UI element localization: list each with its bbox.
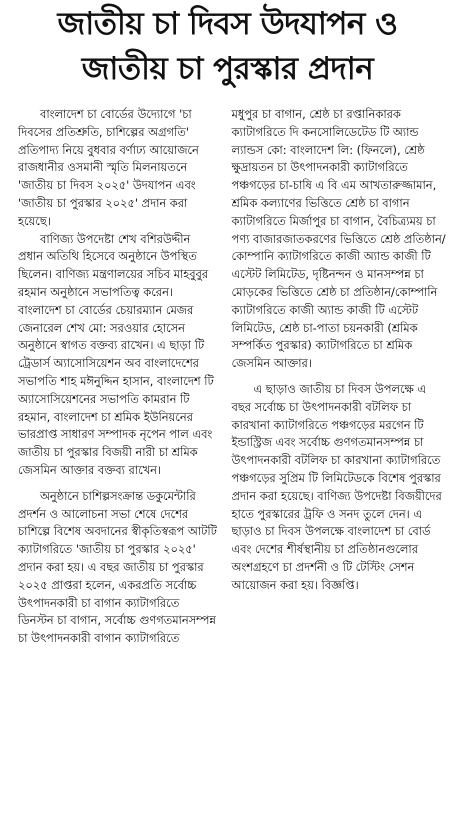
paragraph-special-awards: এ ছাড়াও জাতীয় চা দিবস উপলক্ষে এ বছর সর্বোচ্চ চা উৎপাদনকারী বটলিফ চা কারখানা ক্যাটাগরিতে পঞ্চগড়ের মরগেন টি ইন্ডাস্ট্রিজ এবং সর্বোচ্চ গুণগতমানসম্পন্ন চা উৎপাদনকারী বটলিফ চা কারখানা ক্যাটাগরিতে পঞ্চগড়ের সুপ্রিম টি লিমিটেডকে বিশেষ পুরস্কার প্রদান করা হয়েছে। বাণিজ্য উপদেষ্টা বিজয়ীদের হাতে পুরস্কারের ট্রফি ও সনদ তুলে দেন। এ ছাড়াও চা দিবস উপলক্ষে বাংলাদেশ চা বোর্ড এবং দেশের শীর্ষস্থানীয় চা প্রতিষ্ঠানগুলোর অংশগ্রহণে চা প্রদর্শনী ও টি টেস্টিং সেশন আয়োজন করা হয়। বিজ্ঞপ্তি।	[231, 381, 442, 592]
article-body	[8, 106, 447, 648]
paragraph-guests: বাণিজ্য উপদেষ্টা শেখ বশিরউদ্দীন প্রধান অতিথি হিসেবে অনুষ্ঠানে উপস্থিত ছিলেন। বাণিজ্য মন্ত্রণালয়ের সচিব মাহবুবুর রহমান অনুষ্ঠানে সভাপতিত্ব করেন। বাংলাদেশ চা বোর্ডের চেয়ারম্যান মেজর জেনারেল শেখ মো: সরওয়ার হোসেন অনুষ্ঠানে স্বাগত বক্তব্য রাখেন। এ ছাড়া টি ট্রেডার্স অ্যাসোসিয়েশন অব বাংলাদেশের সভাপতি শাহ মঈনুদ্দিন হাসান, বাংলাদেশ টি অ্যাসোসিয়েশনের সভাপতি কামরান টি রহমান, বাংলাদেশ চা শ্রমিক ইউনিয়নের ভারপ্রাপ্ত সাধারণ সম্পাদক নৃপেন পাল এবং জাতীয় চা পুরস্কার বিজয়ী নারী চা শ্রমিক জেসমিন আক্তার বক্তব্য রাখেন।	[18, 231, 214, 477]
right-column	[228, 106, 448, 648]
headline-line-2: জাতীয় চা পুরস্কার প্রদান	[81, 51, 374, 87]
paragraph-intro: বাংলাদেশ চা বোর্ডের উদ্যোগে 'চা দিবসের প্রতিশ্রুতি, চাশিল্পের অগ্রগতি' প্রতিপাদ্য নিয়ে বুধবার বর্ণাঢ্য আয়োজনে রাজধানীর ওসমানী স্মৃতি মিলনায়তনে 'জাতীয় চা দিবস ২০২৫' উদযাপন এবং 'জাতীয় চা পুরস্কার ২০২৫' প্রদান করা হয়েছে।	[18, 107, 199, 228]
article-headline	[8, 2, 447, 92]
left-column	[8, 106, 228, 648]
paragraph-awards-continued: মধুপুর চা বাগান, শ্রেষ্ঠ চা রপ্তানিকারক ক্যাটাগরিতে দি কনসোলিডেটেড টি অ্যান্ড ল্যান্ডস কো: বাংলাদেশ লি: (ফিনলে), শ্রেষ্ঠ ক্ষুদ্রায়তন চা উৎপাদনকারী ক্যাটাগরিতে পঞ্চগড়ের চা-চাষি এ বি এম আখতারুজ্জামান, শ্রমিক কল্যাণের ভিত্তিতে শ্রেষ্ঠ চা বাগান ক্যাটাগরিতে মির্জাপুর চা বাগান, বৈচিত্র্যময় চা পণ্য বাজারজাতকরণের ভিত্তিতে শ্রেষ্ঠ প্রতিষ্ঠান/কোম্পানি ক্যাটাগরিতে কাজী অ্যান্ড কাজী টি এস্টেট লিমিটেড, দৃষ্টিনন্দন ও মানসম্পন্ন চা মোড়কের ভিত্তিতে শ্রেষ্ঠ চা প্রতিষ্ঠান/কোম্পানি ক্যাটাগরিতে কাজী অ্যান্ড কাজী টি এস্টেট লিমিটেড, শ্রেষ্ঠ চা-পাতা চয়নকারী (শ্রমিক সম্পর্কিত পুরস্কার) ক্যাটাগরিতে চা শ্রমিক জেসমিন আক্তার।	[231, 107, 446, 371]
paragraph-awards: অনুষ্ঠানে চাশিল্পসংক্রান্ত ডকুমেন্টারি প্রদর্শন ও আলোচনা সভা শেষে দেশের চাশিল্পে বিশেষ অবদানের স্বীকৃতিস্বরূপ আটটি ক্যাটাগরিতে 'জাতীয় চা পুরস্কার ২০২৫' প্রদান করা হয়। এ বছর জাতীয় চা পুরস্কার ২০২৫ প্রাপ্তরা হলেন, একরপ্রতি সর্বোচ্চ উৎপাদনকারী চা বাগান ক্যাটাগরিতে ডিনস্টন চা বাগান, সর্বোচ্চ গুণগতমানসম্পন্ন চা উৎপাদনকারী বাগান ক্যাটাগরিতে	[18, 488, 217, 646]
headline-line-1: জাতীয় চা দিবস উদযাপন ও	[57, 6, 398, 42]
